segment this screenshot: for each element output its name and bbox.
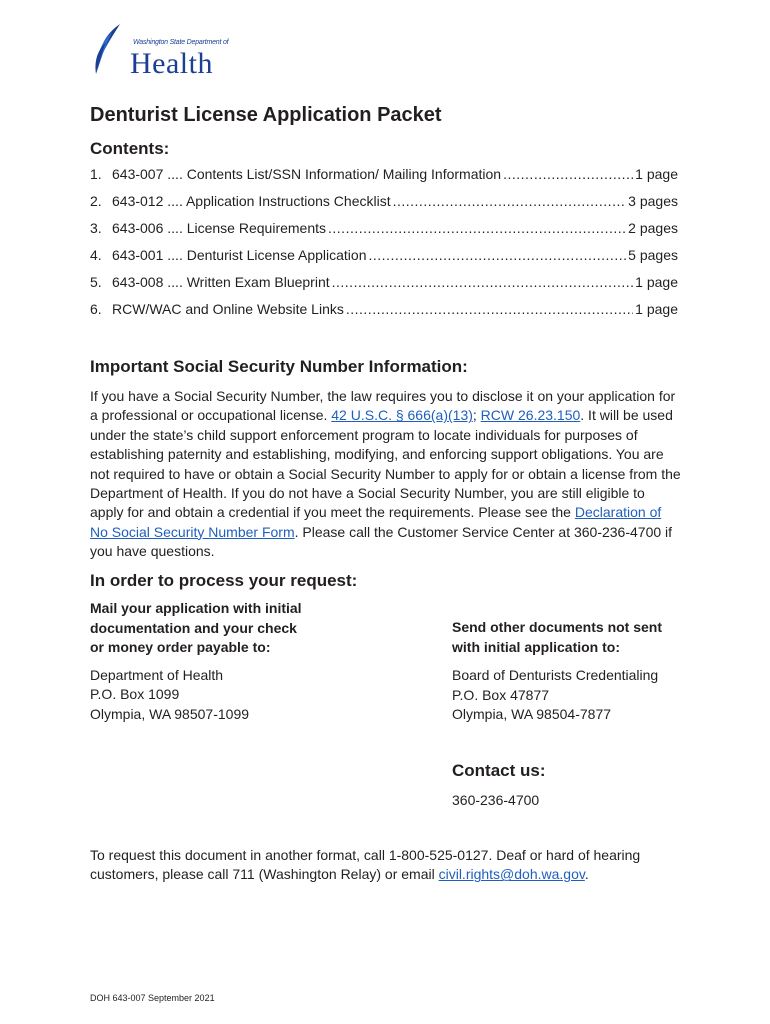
ssn-heading: Important Social Security Number Information: <box>90 357 468 376</box>
board-address <box>452 666 732 725</box>
item-title: 643-007 .... Contents List/SSN Information/ Mailing Information <box>112 166 502 182</box>
ssn-sep: ; <box>472 407 481 424</box>
contents-item <box>90 301 678 328</box>
item-number: 1. <box>90 166 102 182</box>
page-title: Denturist License Application Packet <box>90 104 442 126</box>
item-title: 643-008 .... Written Exam Blueprint <box>112 274 330 290</box>
process-heading: In order to process your request: <box>90 571 358 590</box>
item-pages: 5 pages <box>628 247 678 263</box>
contents-item <box>90 274 678 301</box>
item-title: 643-006 .... License Requirements <box>112 220 327 236</box>
mail-line: or money order payable to: <box>90 639 271 655</box>
contents-item <box>90 247 678 274</box>
item-pages: 3 pages <box>628 193 678 209</box>
document-footer: DOH 643-007 September 2021 <box>90 993 215 1003</box>
ssn-text-3: . Please call the Customer Service Center at 360-236-4700 if you have questions. <box>90 523 673 560</box>
doh-logo <box>90 22 229 80</box>
format-end: . <box>584 866 589 883</box>
rcw-link[interactable]: RCW 26.23.150 <box>480 407 581 424</box>
ssn-text-1: If you have a Social Security Number, the law requires you to disclose it on your application for a professional or occupational license. <box>90 388 676 424</box>
address-line: Department of Health <box>90 666 224 683</box>
dot-leader <box>346 301 633 317</box>
contact-heading: Contact us: <box>452 761 546 780</box>
item-pages: 2 pages <box>628 220 678 236</box>
dot-leader <box>393 193 627 209</box>
item-number: 2. <box>90 193 102 209</box>
address-line: Board of Denturists Credentialing <box>452 667 659 683</box>
address-line: Olympia, WA 98504-7877 <box>452 706 612 722</box>
dot-leader <box>328 220 626 236</box>
mail-application-block <box>90 599 390 724</box>
address-line: P.O. Box 1099 <box>90 686 180 702</box>
mail-line: Mail your application with initial <box>90 600 302 616</box>
other-docs-instructions <box>452 618 732 657</box>
address-line: Olympia, WA 98507-1099 <box>90 705 250 722</box>
item-pages: 1 page <box>635 301 678 317</box>
other-documents-block <box>452 618 732 725</box>
item-pages: 1 page <box>635 274 678 290</box>
item-number: 4. <box>90 247 102 263</box>
item-title: 643-012 .... Application Instructions Checklist <box>112 193 391 209</box>
no-ssn-form-link[interactable]: Declaration of No Social Security Number Form <box>90 504 662 540</box>
usc-link[interactable]: 42 U.S.C. § 666(a)(13) <box>331 407 473 424</box>
mail-instructions <box>90 599 390 658</box>
other-docs-line: Send other documents not sent <box>452 619 663 635</box>
dot-leader <box>369 247 627 263</box>
other-docs-line: with initial application to: <box>452 638 620 655</box>
doh-address <box>90 666 390 725</box>
contents-heading: Contents: <box>90 139 170 158</box>
format-request-paragraph <box>90 846 650 885</box>
dot-leader <box>503 166 633 182</box>
ssn-paragraph <box>90 387 682 562</box>
format-text: To request this document in another format, call 1-800-525-0127. Deaf or hard of hearing customers, please call 711 (Washington Relay) or email <box>90 847 641 883</box>
logo-big-text: Health <box>130 47 213 80</box>
item-title: RCW/WAC and Online Website Links <box>112 301 344 317</box>
contents-item <box>90 220 678 247</box>
contents-list <box>90 166 678 328</box>
logo-small-text: Washington State Department of <box>133 39 229 46</box>
contents-item <box>90 193 678 220</box>
mail-line: documentation and your check <box>90 619 297 636</box>
dot-leader <box>332 274 634 290</box>
contents-item <box>90 166 678 193</box>
item-number: 5. <box>90 274 102 290</box>
item-number: 3. <box>90 220 102 236</box>
item-title: 643-001 .... Denturist License Application <box>112 247 367 263</box>
civil-rights-email-link[interactable]: civil.rights@doh.wa.gov <box>438 866 585 883</box>
ssn-text-2: . It will be used under the state’s child support enforcement program to locate individuals for purposes of establishing paternity and establishing, modifying, and enforcing support obligations. You are not required to have or obtain a Social Security Number to apply for or obtain a license from the Department of Health. If you do not have a Social Security Number, you are still eligible to apply for and obtain a credential if you meet the requirements. Please see the <box>90 407 681 521</box>
item-pages: 1 page <box>635 166 678 182</box>
item-number: 6. <box>90 301 102 317</box>
address-line: P.O. Box 47877 <box>452 686 550 703</box>
contact-phone: 360-236-4700 <box>452 792 540 808</box>
